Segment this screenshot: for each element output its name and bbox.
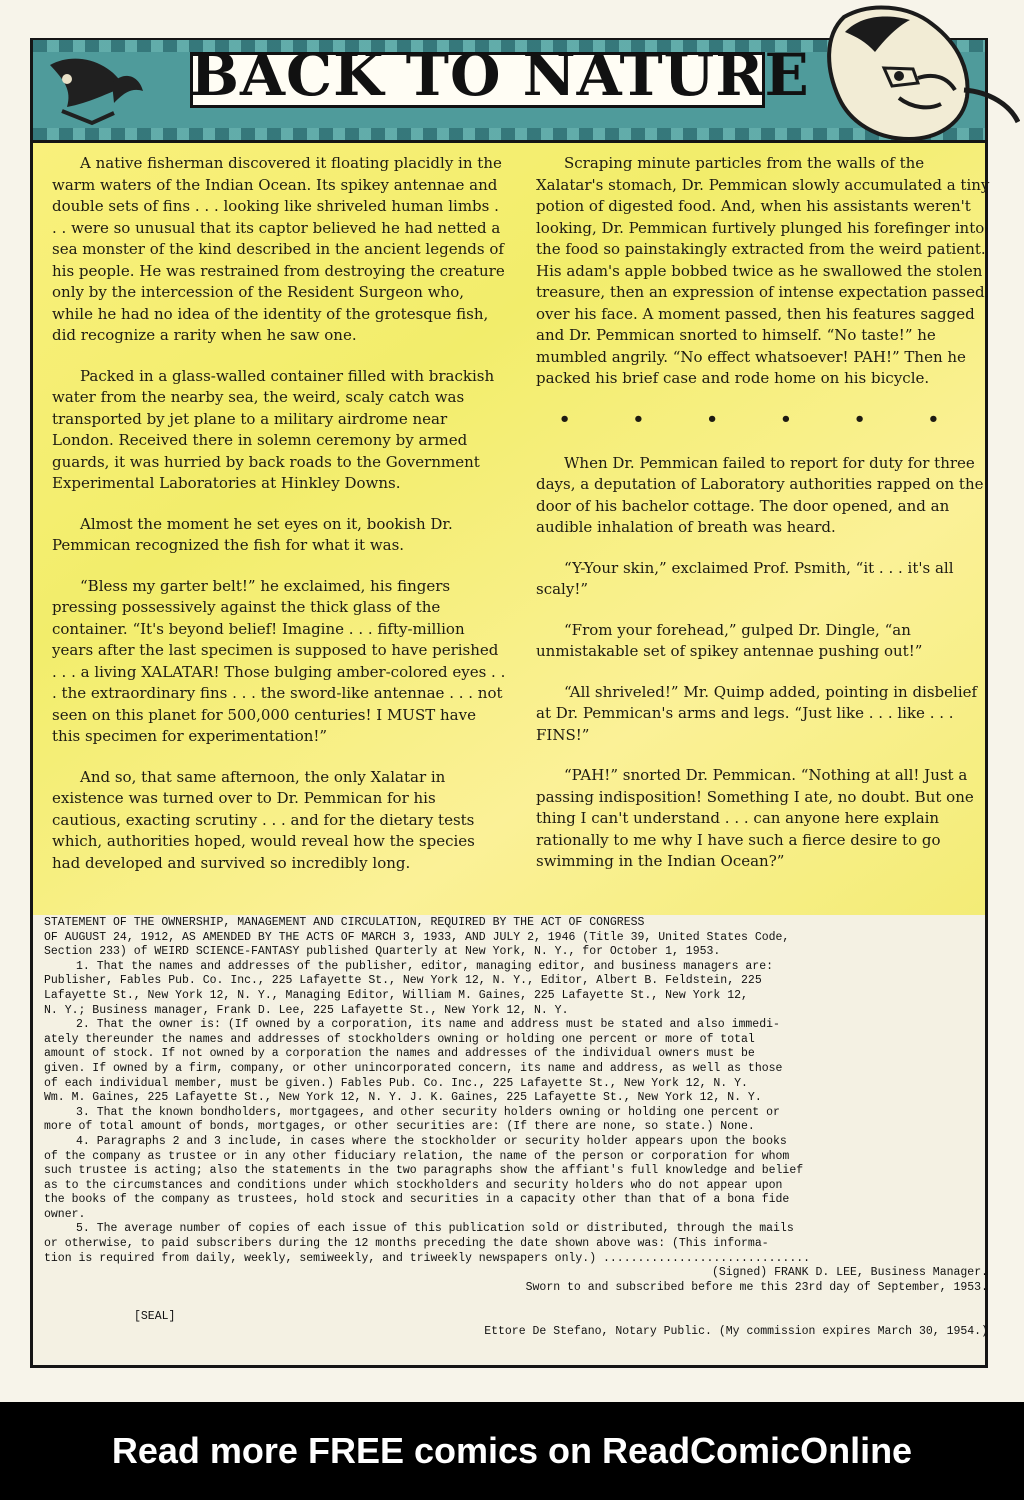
story-paragraph: “PAH!” snorted Dr. Pemmican. “Nothing at all! Just a passing indisposition! Something I ate, no doubt. But one thing I can't understand . . . can anyone here explain rationally to me why I have such a fierce desire to go swimming in the Indian Ocean?” [536,766,974,870]
statement-line: STATEMENT OF THE OWNERSHIP, MANAGEMENT AND CIRCULATION, REQUIRED BY THE ACT OF CONGRESS [44,916,645,929]
story-left-column [52,153,506,893]
statement-line: amount of stock. If not owned by a corporation the names and addresses of the individual owners must be [44,1047,755,1061]
statement-line: 5. The average number of copies of each issue of this publication sold or distributed, through the mails [76,1222,794,1236]
section-separator: • • • • • • [558,408,968,430]
statement-line: Lafayette St., New York 12, N. Y., Managing Editor, William M. Gaines, 225 Lafayette St., New York 12, [44,988,748,1002]
signature-line: (Signed) FRANK D. LEE, Business Manager. [711,1266,988,1280]
statement-line: of the company as trustee or in any other fiduciary relation, the name of the person or corporation for whom [44,1149,790,1163]
story-right-column [536,153,990,892]
statement-line: more of total amount of bonds, mortgages, or other securities are: (If there are none, so state.) None. [44,1120,755,1134]
sworn-line: Sworn to and subscribed before me this 23rd day of September, 1953. [525,1280,988,1294]
statement-line: Wm. M. Gaines, 225 Lafayette St., New York 12, N. Y. J. K. Gaines, 225 Lafayette St., New York 12, N. Y. [44,1091,762,1105]
story-paragraph: When Dr. Pemmican failed to report for duty for three days, a deputation of Laboratory authorities rapped on the door of his bachelor cottage. The door opened, and an audible inhalation of breath was heard. [536,453,984,536]
statement-line: 1. That the names and addresses of the publisher, editor, managing editor, and business managers are: [76,959,774,973]
statement-line: N. Y.; Business manager, Frank D. Lee, 225 Lafayette St., New York 12, N. Y. [44,1003,569,1017]
notary-line: Ettore De Stefano, Notary Public. (My commission expires March 30, 1954.) [484,1324,988,1338]
scientist-illustration-icon [790,0,1020,150]
story-paragraph: “Y-Your skin,” exclaimed Prof. Psmith, “it . . . it's all scaly!” [536,558,954,598]
statement-line: such trustee is acting; also the statements in the two paragraphs show the affiant's full knowledge and belief [44,1164,804,1178]
story-paragraph: “From your forehead,” gulped Dr. Dingle, “an unmistakable set of spikey antennae pushing out!” [536,620,923,660]
statement-line: of each individual member, must be given.) Fables Pub. Co. Inc., 225 Lafayette St., New York 12, N. Y. [44,1076,748,1090]
statement-line: ately thereunder the names and addresses of stockholders owning or holding one percent or more of total [44,1032,755,1046]
statement-line: as to the circumstances and conditions under which stockholders and security holders who do not appear upon [44,1178,783,1192]
statement-line: 4. Paragraphs 2 and 3 include, in cases where the stockholder or security holder appears upon the books [76,1134,787,1148]
statement-line: 2. That the owner is: (If owned by a corporation, its name and address must be stated and also immedi- [76,1018,780,1032]
seal-label: [SEAL] [134,1310,176,1324]
story-paragraph: “All shriveled!” Mr. Quimp added, pointing in disbelief at Dr. Pemmican's arms and legs. “Just like . . . like . . . FINS!” [536,682,978,744]
statement-line: Publisher, Fables Pub. Co. Inc., 225 Lafayette St., New York 12, N. Y., Editor, Albert B. Feldstein, 225 [44,974,762,988]
statement-line: tion is required from daily, weekly, semiweekly, and triweekly newspapers only.) .............................. [44,1251,811,1265]
ownership-statement [44,916,988,1354]
page-title: BACK TO NATURE [190,41,810,109]
statement-line: Section 233) of WEIRD SCIENCE-FANTASY published Quarterly at New York, N. Y., for October 1, 1953. [44,945,721,959]
story-paragraph: Scraping minute particles from the walls of the Xalatar's stomach, Dr. Pemmican slowly accumulated a tiny potion of digested food. And, when his assistants weren't looking, Dr. Pemmican furtively plunged his forefinger into the food so painstakingly extracted from the weird patient. His adam's apple bobbed twice as he swallowed the stolen treasure, then an expression of intense expectation passed over his face. A moment passed, then his features sagged and Dr. Pemmican snorted to himself. “No taste!” he mumbled angrily. “No effect whatsoever! PAH!” Then he packed his brief case and rode home on his bicycle. [536,154,990,387]
story-paragraph: A native fisherman discovered it floating placidly in the warm waters of the Indian Ocean. Its spikey antennae and double sets of fins . . . looking like shriveled human limbs . . . were so unusual that its captor believed he had netted a sea monster of the kind described in the ancient legends of his people. He was restrained from destroying the creature only by the intercession of the Resident Surgeon who, while he had no idea of the identity of the grotesque fish, did recognize a rarity when he saw one. [52,154,505,344]
promo-footer: Read more FREE comics on ReadComicOnline [0,1402,1024,1500]
statement-line: 3. That the known bondholders, mortgagees, and other security holders owning or holding one percent or [76,1105,780,1119]
statement-line: or otherwise, to paid subscribers during the 12 months preceding the date shown above was: (This informa- [44,1237,769,1251]
statement-line: the books of the company as trustees, hold stock and securities in a capacity other than that of a bona fide [44,1193,790,1207]
story-paragraph: “Bless my garter belt!” he exclaimed, his fingers pressing possessively against the thick glass of the container. “It's beyond belief! Imagine . . . fifty-million years after the last specimen is supposed to have perished . . . a living XALATAR! Those bulging amber-colored eyes . . . the extraordinary fins . . . the sword-like antennae . . . not seen on this planet for 500,000 centuries! I MUST have this specimen for experimentation!” [52,576,506,745]
statement-line: owner. [44,1207,86,1221]
story-paragraph: Almost the moment he set eyes on it, bookish Dr. Pemmican recognized the fish for what it was. [52,514,453,554]
story-paragraph: And so, that same afternoon, the only Xalatar in existence was turned over to Dr. Pemmican for his cautious, exacting scrutiny . . . and for the dietary tests which, authorities hoped, would reveal how the species had developed and survived so incredibly long. [52,767,475,872]
statement-line: OF AUGUST 24, 1912, AS AMENDED BY THE ACTS OF MARCH 3, 1933, AND JULY 2, 1946 (Title 39, United States Code, [44,930,790,944]
story-paragraph: Packed in a glass-walled container filled with brackish water from the nearby sea, the weird, scaly catch was transported by jet plane to a military airdrome near London. Received there in solemn ceremony by armed guards, it was hurried by back roads to the Government Experimental Laboratories at Hinkley Downs. [52,366,495,492]
statement-line: given. If owned by a firm, company, or other unincorporated concern, its name and address, as well as those [44,1061,783,1075]
fish-illustration-icon [42,45,147,135]
